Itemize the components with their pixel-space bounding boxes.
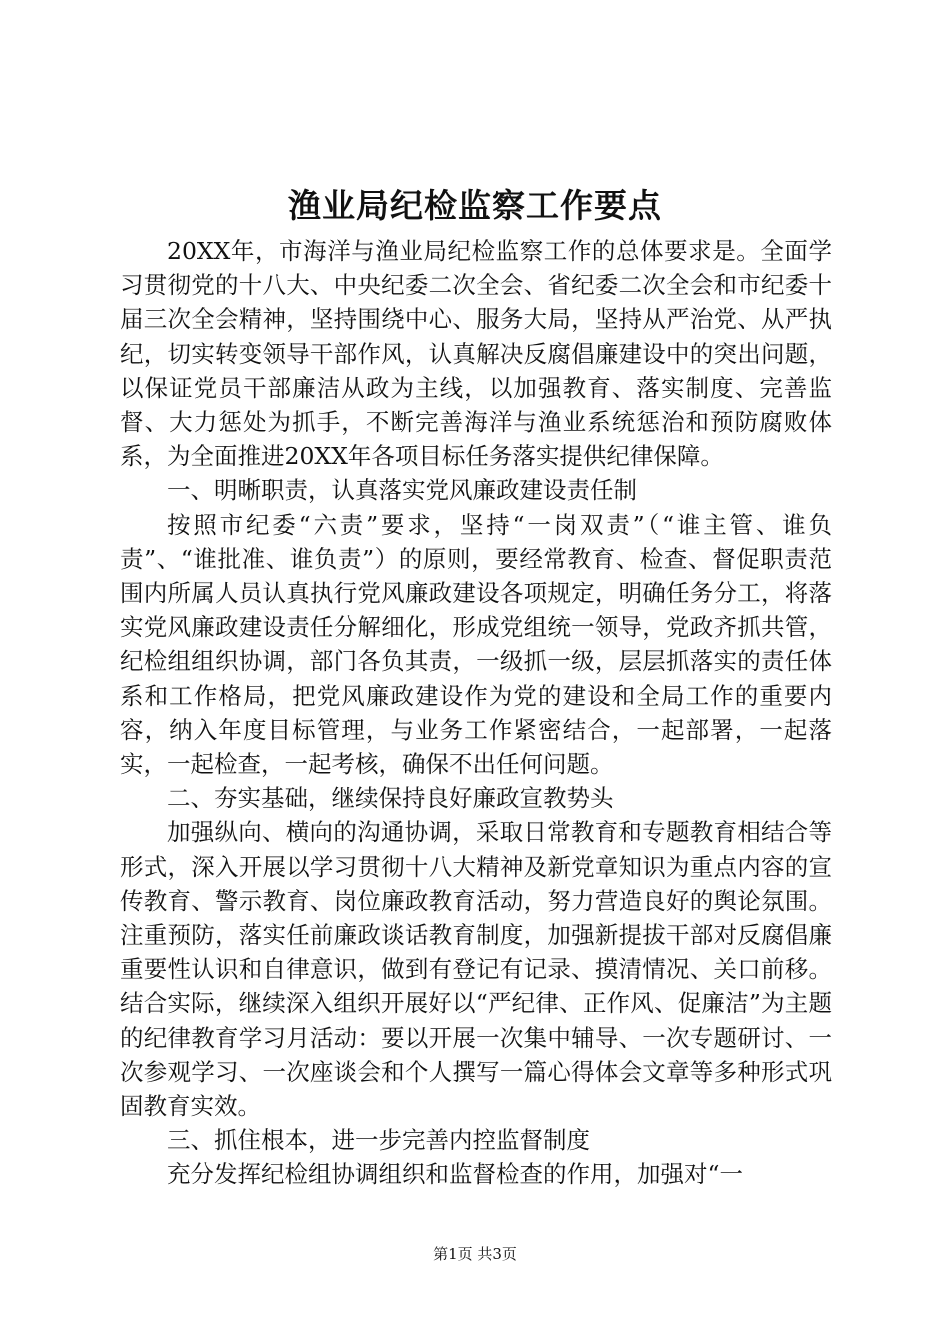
section-heading-1: 一、明晰职责，认真落实党风廉政建设责任制 — [167, 476, 637, 505]
page-number-footer: 第1页 共3页 — [433, 1245, 517, 1263]
document-body — [120, 234, 832, 1192]
section-heading-2: 二、夯实基础，继续保持良好廉政宣教势头 — [167, 784, 614, 813]
document-title: 渔业局纪检监察工作要点 — [288, 186, 662, 225]
paragraph-section-1: 按照市纪委“六责”要求，坚持“一岗双责”（“谁主管、谁负责”、“谁批准、谁负责”）的原则，要经常教育、检查、督促职责范围内所属人员认真执行党风廉政建设各项规定，明确任务分工，将落实党风廉政建设责任分解细化，形成党组统一领导，党政齐抓共管，纪检组组织协调，部门各负其责，一级抓一级，层层抓落实的责任体系和工作格局，把党风廉政建设作为党的建设和全局工作的重要内容，纳入年度目标管理，与业务工作紧密结合，一起部署，一起落实，一起检查，一起考核，确保不出任何问题。 — [120, 510, 832, 779]
paragraph-intro: 20XX年，市海洋与渔业局纪检监察工作的总体要求是。全面学习贯彻党的十八大、中央纪委二次全会、省纪委二次全会和市纪委十届三次全会精神，坚持围绕中心、服务大局，坚持从严治党、从严执纪，切实转变领导干部作风，认真解决反腐倡廉建设中的突出问题，以保证党员干部廉洁从政为主线，以加强教育、落实制度、完善监督、大力惩处为抓手，不断完善海洋与渔业系统惩治和预防腐败体系，为全面推进20XX年各项目标任务落实提供纪律保障。 — [120, 237, 832, 471]
paragraph-section-3: 充分发挥纪检组协调组织和监督检查的作用，加强对“一 — [167, 1160, 744, 1189]
paragraph-section-2: 加强纵向、横向的沟通协调，采取日常教育和专题教育相结合等形式，深入开展以学习贯彻十八大精神及新党章知识为重点内容的宣传教育、警示教育、岗位廉政教育活动，努力营造良好的舆论氛围。注重预防，落实任前廉政谈话教育制度，加强新提拔干部对反腐倡廉重要性认识和自律意识，做到有登记有记录、摸清情况、关口前移。结合实际，继续深入组织开展好以“严纪律、正作风、促廉洁”为主题的纪律教育学习月活动：要以开展一次集中辅导、一次专题研讨、一次参观学习、一次座谈会和个人撰写一篇心得体会文章等多种形式巩固教育实效。 — [120, 818, 832, 1121]
section-heading-3: 三、抓住根本，进一步完善内控监督制度 — [167, 1126, 590, 1155]
